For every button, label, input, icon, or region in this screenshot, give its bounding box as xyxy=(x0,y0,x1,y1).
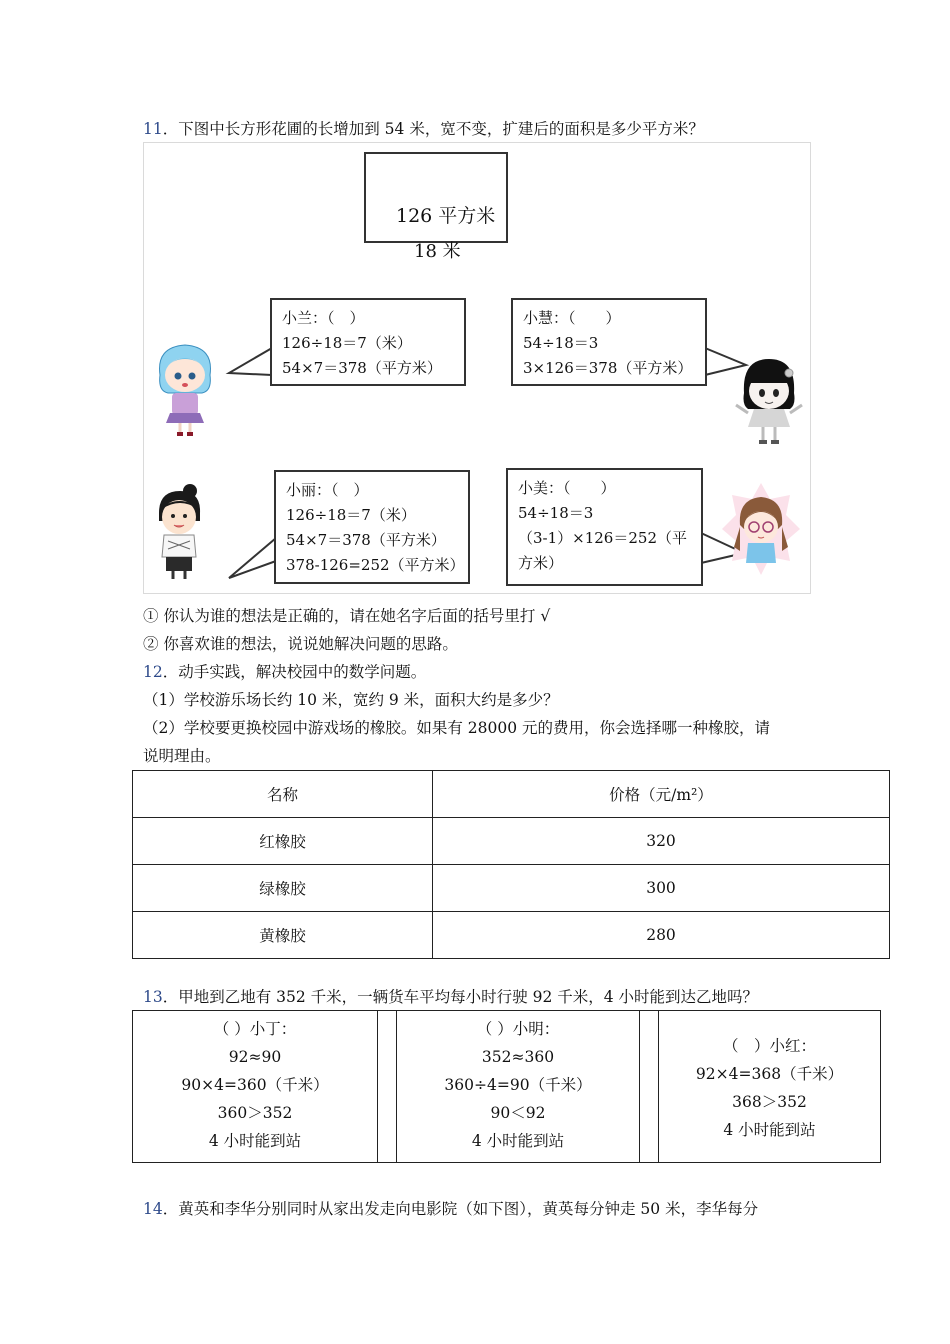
xiaohui-step1: 54÷18＝3 xyxy=(523,334,599,352)
xiaomei-step3: 方米） xyxy=(518,554,564,572)
xiaohong-title: （ ）小红： xyxy=(722,1037,816,1055)
q11-sub1: ① 你认为谁的想法是正确的，请在她名字后面的括号里打 √ xyxy=(143,607,551,625)
xiaoli-step3: 378-126=252（平方米） xyxy=(286,556,465,574)
xiaolan-name: 小兰：（ ） xyxy=(282,309,365,327)
table-row xyxy=(133,912,890,959)
q13-text: ．甲地到乙地有 352 千米，一辆货车平均每小时行驶 92 千米，4 小时能到达乙地吗？ xyxy=(162,988,759,1006)
rubber-name: 红橡胶 xyxy=(133,818,433,865)
header-price: 价格（元/m²） xyxy=(433,771,890,818)
q11-sub2: ② 你喜欢谁的想法，说说她解决问题的思路。 xyxy=(143,635,458,653)
rectangle-width-label: 18 米 xyxy=(414,241,461,262)
xiaoming-step: 352≈360 xyxy=(481,1048,555,1066)
table-row xyxy=(133,865,890,912)
q13-stem xyxy=(143,985,758,1007)
xiaomei-avatar-illustration xyxy=(720,481,802,577)
q12-stem xyxy=(143,660,426,682)
xiaolan-avatar-illustration xyxy=(152,341,218,437)
rubber-price: 320 xyxy=(433,818,890,865)
speech-bubble-tails xyxy=(144,143,810,593)
xiaolan-step1: 126÷18＝7（米） xyxy=(282,334,412,352)
rubber-price: 300 xyxy=(433,865,890,912)
xiaolan-step2: 54×7＝378（平方米） xyxy=(282,359,442,377)
q14-number: 14 xyxy=(143,1200,163,1218)
rubber-name: 黄橡胶 xyxy=(133,912,433,959)
xiaoding-step: 360＞352 xyxy=(217,1104,293,1122)
xiaohui-name: 小慧：（ ） xyxy=(523,309,621,327)
xiaomei-name: 小美：（ ） xyxy=(518,479,616,497)
xiaoli-avatar-illustration xyxy=(154,483,204,581)
q11-text: ．下图中长方形花圃的长增加到 54 米，宽不变，扩建后的面积是多少平方米？ xyxy=(162,120,704,138)
q13-methods-table xyxy=(132,1010,881,1163)
column-gap xyxy=(640,1011,659,1163)
xiaomei-step1: 54÷18＝3 xyxy=(518,504,594,522)
rubber-price-table xyxy=(132,770,890,959)
xiaoming-step: 360÷4=90（千米） xyxy=(444,1076,592,1094)
rectangle-area-label: 126 平方米 xyxy=(396,205,496,227)
speech-bubble-xiaoli xyxy=(274,470,470,584)
header-name: 名称 xyxy=(133,771,433,818)
q12-sub1: （1）学校游乐场长约 10 米，宽约 9 米，面积大约是多少？ xyxy=(143,691,559,709)
xiaohui-avatar-illustration xyxy=(734,353,804,449)
method-xiaoming xyxy=(397,1011,640,1163)
xiaomei-step2: （3-1）×126＝252（平 xyxy=(518,529,687,547)
speech-bubble-xiaolan xyxy=(270,298,466,386)
table-row xyxy=(133,818,890,865)
xiaohong-conclusion: 4 小时能到站 xyxy=(723,1121,816,1139)
q12-text: ．动手实践，解决校园中的数学问题。 xyxy=(162,663,427,681)
method-xiaohong xyxy=(659,1011,881,1163)
xiaoding-title: （ ）小丁： xyxy=(213,1020,297,1038)
q12-sub2a: （2）学校要更换校园中游戏场的橡胶。如果有 28000 元的费用，你会选择哪一种橡胶，请 xyxy=(143,719,771,737)
rubber-price: 280 xyxy=(433,912,890,959)
xiaoming-title: （ ）小明： xyxy=(476,1020,560,1038)
xiaoming-conclusion: 4 小时能到站 xyxy=(471,1132,565,1150)
method-xiaoding xyxy=(133,1011,378,1163)
column-gap xyxy=(378,1011,397,1163)
q11-number: 11 xyxy=(143,120,163,138)
speech-bubble-xiaomei xyxy=(506,468,703,586)
xiaoding-step: 92≈90 xyxy=(228,1048,282,1066)
xiaoding-step: 90×4=360（千米） xyxy=(181,1076,329,1094)
q14-text: ．黄英和李华分别同时从家出发走向电影院（如下图），黄英每分钟走 50 米，李华每分 xyxy=(162,1200,759,1218)
q12-number: 12 xyxy=(143,663,163,681)
xiaoli-step2: 54×7＝378（平方米） xyxy=(286,531,446,549)
rubber-name: 绿橡胶 xyxy=(133,865,433,912)
table-header-row xyxy=(133,771,890,818)
q11-stem xyxy=(143,117,704,139)
xiaoding-conclusion: 4 小时能到站 xyxy=(208,1132,302,1150)
q11-figure xyxy=(143,142,811,594)
xiaohong-step: 368＞352 xyxy=(732,1093,807,1111)
speech-bubble-xiaohui xyxy=(511,298,707,386)
xiaohong-step: 92×4=368（千米） xyxy=(695,1065,844,1083)
q14-stem xyxy=(143,1197,758,1219)
xiaoming-step: 90＜92 xyxy=(490,1104,546,1122)
xiaoli-name: 小丽：（ ） xyxy=(286,481,369,499)
xiaohui-step2: 3×126＝378（平方米） xyxy=(523,359,693,377)
xiaoli-step1: 126÷18＝7（米） xyxy=(286,506,416,524)
q13-number: 13 xyxy=(143,988,163,1006)
q12-sub2b: 说明理由。 xyxy=(143,747,221,765)
